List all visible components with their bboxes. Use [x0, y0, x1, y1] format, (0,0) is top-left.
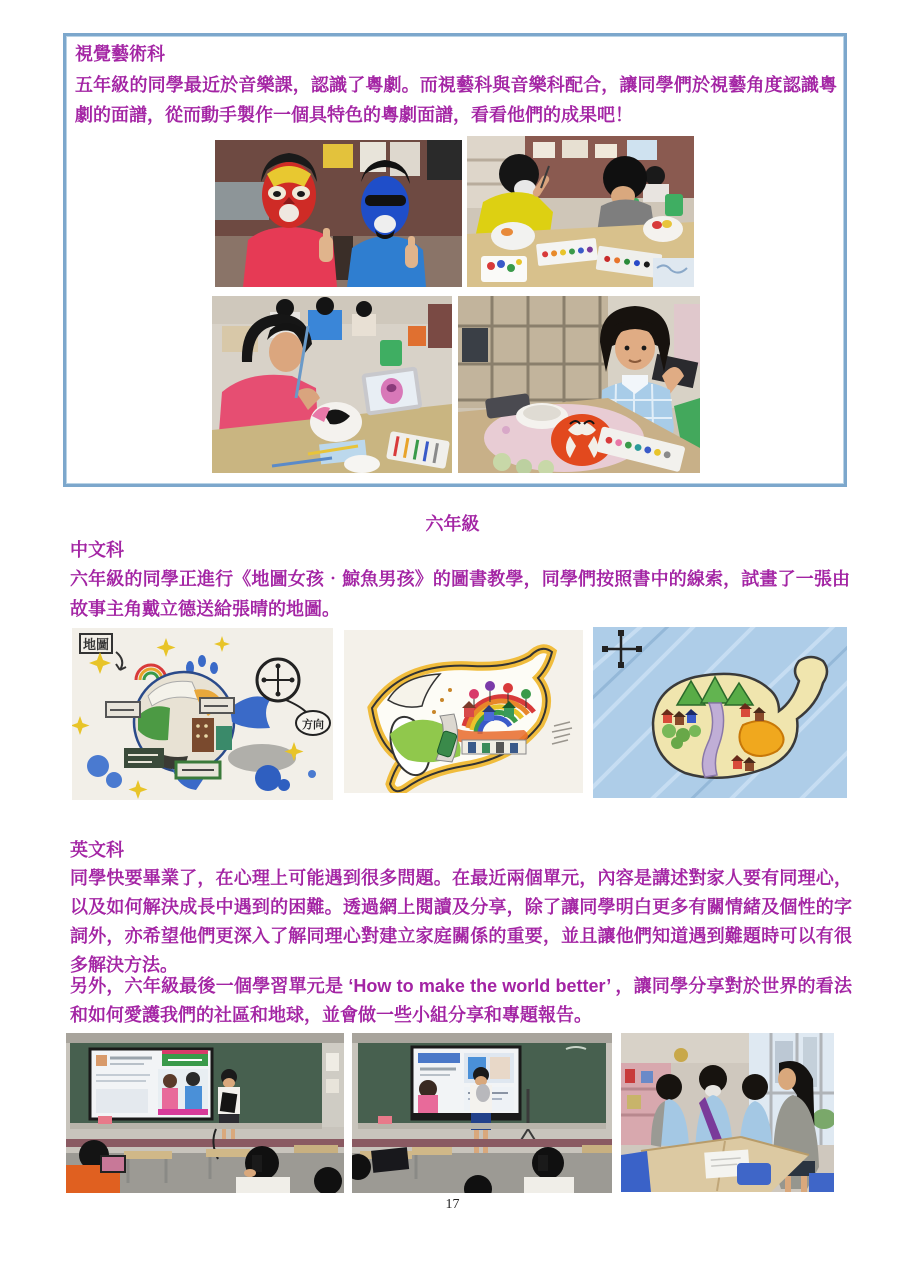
- drawing-whale-village: [344, 630, 583, 793]
- map-label: 地圖: [83, 637, 110, 652]
- photo-group-discussion: [621, 1033, 834, 1192]
- opera-masks-illustration: [215, 140, 462, 287]
- visual-arts-body: 五年級的同學最近於音樂課，認識了粵劇。而視藝科與音樂科配合，讓同學們於視藝角度認識粵劇的面譜，從而動手製作一個具特色的粵劇面譜，看看他們的成果吧！: [75, 75, 837, 125]
- presentation2-illustration: [352, 1033, 612, 1193]
- drawing-whale-island: [593, 627, 847, 798]
- english-subject-title: 英文科: [70, 840, 124, 860]
- group-discussion-illustration: [621, 1033, 834, 1192]
- visual-arts-title: 視覺藝術科: [75, 44, 165, 64]
- chinese-subject-body: 六年級的同學正進行《地圖女孩‧鯨魚男孩》的圖書教學，同學們按照書中的線索，試畫了一張由故事主角戴立德送給張晴的地圖。: [70, 569, 850, 619]
- photo-presentation-2: [352, 1033, 612, 1193]
- english-subject-paragraph1: 同學快要畢業了，在心理上可能遇到很多問題。在最近兩個單元，內容是講述對家人要有同理心，以及如何解決成長中遇到的困難。透過網上閱讀及分享，除了讓同學明白更多有關情緒及個性的字詞外，亦希望他們更深入了解同理心對建立家庭關係的重要，並且讓他們知道遇到難題時可以有很多解決方法。: [70, 868, 852, 975]
- photo-opera-masks: [215, 140, 462, 287]
- grade6-heading: 六年級: [425, 514, 480, 534]
- whale-village-illustration: [344, 630, 583, 793]
- girl-painting-illustration: [212, 296, 452, 473]
- page-number: 17: [445, 1197, 460, 1212]
- orange-mask-illustration: [458, 296, 700, 473]
- photo-presentation-1: [66, 1033, 344, 1193]
- whale-island-illustration: [593, 627, 847, 798]
- chinese-subject-title: 中文科: [70, 540, 124, 560]
- photo-mask-painting-desks: [467, 136, 694, 287]
- mask-painting-illustration: [467, 136, 694, 287]
- drawing-whale-globe-map: [72, 628, 333, 800]
- english-subject-paragraph2: 另外，六年級最後一個學習單元是 ‘How to make the world better’ ，讓同學分享對於世界的看法和如何愛護我們的社區和地球，並會做一些小組分享和專題報告。: [70, 976, 852, 1025]
- photo-girl-orange-mask: [458, 296, 700, 473]
- direction-label: 方向: [302, 719, 324, 731]
- presentation1-illustration: [66, 1033, 344, 1193]
- photo-girl-painting-mask: [212, 296, 452, 473]
- whale-globe-illustration: [72, 628, 333, 800]
